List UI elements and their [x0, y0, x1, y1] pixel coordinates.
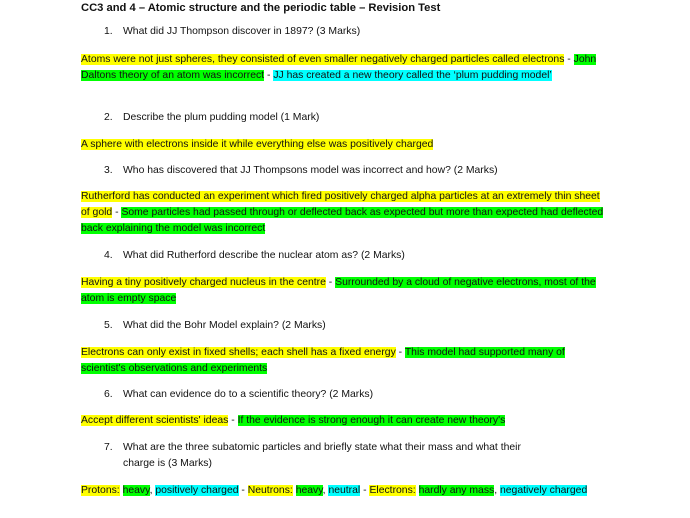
- question-number: 6.: [104, 389, 113, 400]
- answer-separator: -: [228, 415, 238, 426]
- answer-2: [81, 137, 606, 153]
- highlighted-answer-text: JJ has created a new theory called the ‘plum pudding model’: [273, 70, 552, 82]
- question-number: 4.: [104, 250, 113, 261]
- question-5: [104, 318, 326, 334]
- highlighted-answer-text: Neutrons:: [247, 485, 293, 496]
- question-text: Describe the plum pudding model (1 Mark): [123, 112, 320, 123]
- question-text: What did JJ Thompson discover in 1897? (3 Marks): [123, 26, 361, 37]
- highlighted-answer-text: Atoms were not just spheres, they consisted of even smaller negatively charged particles called electrons: [81, 54, 565, 65]
- question-6: [104, 387, 373, 403]
- answer-separator: ,: [494, 485, 500, 496]
- question-3: [104, 163, 498, 179]
- answer-separator: -: [325, 277, 336, 288]
- document-title: CC3 and 4 – Atomic structure and the periodic table – Revision Test: [81, 2, 441, 14]
- answer-separator: -: [564, 54, 574, 65]
- question-text: What did Rutherford describe the nuclear atom as? (2 Marks): [123, 250, 405, 261]
- highlighted-answer-text: Electrons can only exist in fixed shells; each shell has a fixed energy: [81, 347, 396, 358]
- answer-1: [81, 52, 606, 84]
- question-text-continued: charge is (3 Marks): [123, 458, 212, 469]
- question-4: [104, 248, 405, 264]
- highlighted-answer-text: This model had supported many of scientist's observations and experiments: [81, 347, 565, 375]
- answer-4: [81, 275, 606, 307]
- highlighted-answer-text: negatively charged: [500, 485, 588, 496]
- answer-separator: -: [395, 347, 405, 358]
- question-number: 3.: [104, 165, 113, 176]
- highlighted-answer-text: John Daltons theory of an atom was incorrect: [81, 54, 597, 82]
- question-text: Who has discovered that JJ Thompsons model was incorrect and how? (2 Marks): [123, 165, 498, 176]
- answer-separator: -: [238, 485, 248, 496]
- answer-separator: -: [264, 70, 274, 82]
- question-number: 7.: [104, 442, 113, 453]
- highlighted-answer-text: Some particles had passed through or deflected back as expected but more than expected had deflected back explaining the model was incorrect: [81, 207, 604, 235]
- highlighted-answer-text: If the evidence is strong enough it can create new theory's: [237, 415, 506, 426]
- answer-separator: -: [112, 207, 122, 219]
- question-text: What did the Bohr Model explain? (2 Marks): [123, 320, 326, 331]
- highlighted-answer-text: heavy: [295, 485, 323, 496]
- question-1: [104, 24, 360, 40]
- answer-6: [81, 413, 606, 429]
- highlighted-answer-text: neutral: [328, 485, 361, 496]
- highlighted-answer-text: positively charged: [155, 485, 239, 496]
- question-2: [104, 110, 319, 126]
- highlighted-answer-text: Electrons:: [369, 485, 416, 496]
- answer-3: [81, 189, 606, 238]
- answer-5: [81, 345, 606, 377]
- question-number: 2.: [104, 112, 113, 123]
- highlighted-answer-text: Having a tiny positively charged nucleus in the centre: [81, 277, 326, 288]
- answer-separator: -: [360, 485, 370, 496]
- highlighted-answer-text: Rutherford has conducted an experiment which fired positively charged alpha particles at an extremely thin sheet of gold: [81, 191, 600, 219]
- question-number: 1.: [104, 26, 113, 37]
- highlighted-answer-text: hardly any mass: [418, 485, 495, 496]
- question-7: [104, 440, 521, 472]
- highlighted-answer-text: Protons:: [81, 485, 120, 496]
- answer-separator: ,: [322, 485, 329, 496]
- answer-separator: ,: [149, 485, 156, 496]
- answer-7: [81, 483, 606, 499]
- highlighted-answer-text: Accept different scientists' ideas: [81, 415, 229, 426]
- highlighted-answer-text: A sphere with electrons inside it while everything else was positively charged: [81, 139, 434, 150]
- highlighted-answer-text: Surrounded by a cloud of negative electrons, most of the atom is empty space: [81, 277, 596, 305]
- question-text: What can evidence do to a scientific theory? (2 Marks): [123, 389, 374, 400]
- question-number: 5.: [104, 320, 113, 331]
- highlighted-answer-text: heavy: [122, 485, 150, 496]
- question-text: What are the three subatomic particles and briefly state what their mass and what their: [123, 442, 521, 453]
